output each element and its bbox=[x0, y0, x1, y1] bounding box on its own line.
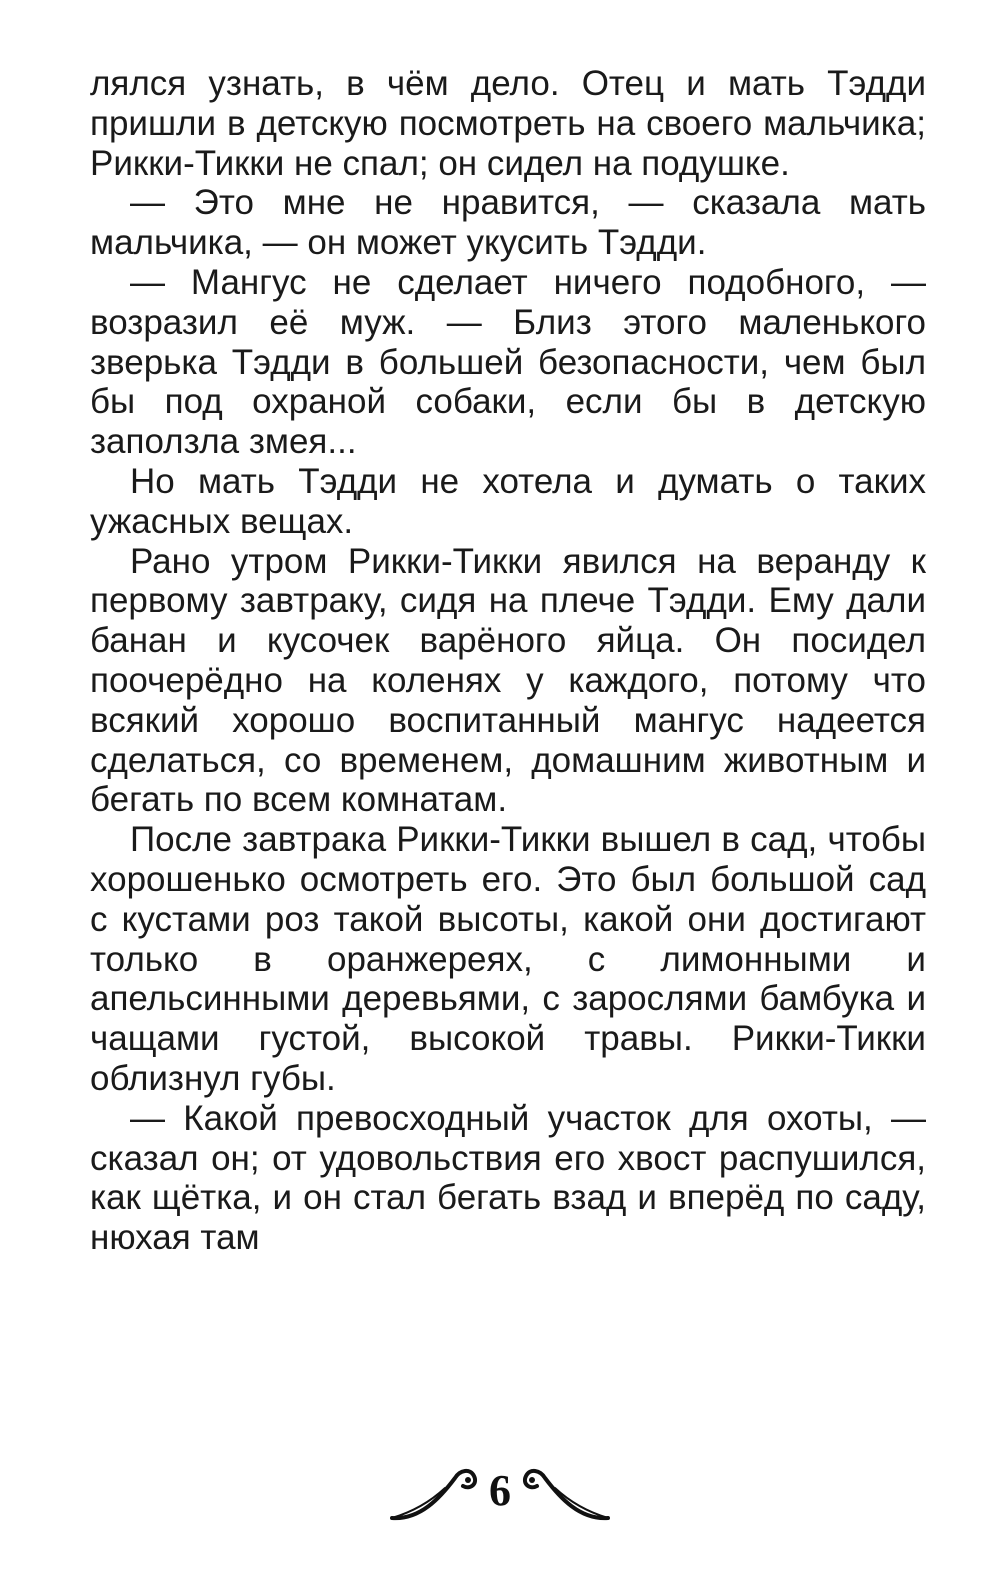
page-number: 6 bbox=[489, 1466, 511, 1515]
paragraph-3: — Мангус не сделает ничего подобного, — возразил её муж. — Близ этого маленького зверька Тэдди в большей безопасности, чем был бы под охраной собаки, если бы в детскую заползла змея... bbox=[90, 262, 926, 462]
paragraph-1: лялся узнать, в чём дело. Отец и мать Тэдди пришли в детскую посмотреть на своего мальчика; Рикки-Тикки не спал; он сидел на подушке. bbox=[90, 64, 926, 183]
paragraph-6: После завтрака Рикки-Тикки вышел в сад, чтобы хорошенько осмотреть его. Это был большой сад с кустами роз такой высоты, какой они достигают только в оранжереях, с лимонными и апельсинными деревьями, с зарослями бамбука и чащами густой, высокой травы. Рикки-Тикки облизнул губы. bbox=[90, 820, 926, 1098]
page-footer bbox=[0, 1458, 1000, 1538]
paragraph-7: — Какой превосходный участок для охоты, — сказал он; от удовольствия его хвост распушился, как щётка, и он стал бегать взад и вперёд по саду, нюхая там bbox=[90, 1098, 926, 1258]
book-page-text bbox=[90, 64, 926, 1258]
paragraph-2: — Это мне не нравится, — сказала мать мальчика, — он может укусить Тэдди. bbox=[90, 183, 926, 263]
paragraph-4: Но мать Тэдди не хотела и думать о таких ужасных вещах. bbox=[90, 461, 926, 541]
paragraph-5: Рано утром Рикки-Тикки явился на веранду к первому завтраку, сидя на плече Тэдди. Ему дали банан и кусочек варёного яйца. Он посидел поочерёдно на коленях у каждого, потому что всякий хорошо воспитанный мангус надеется сделаться, со временем, домашним животным и бегать по всем комнатам. bbox=[90, 541, 926, 820]
